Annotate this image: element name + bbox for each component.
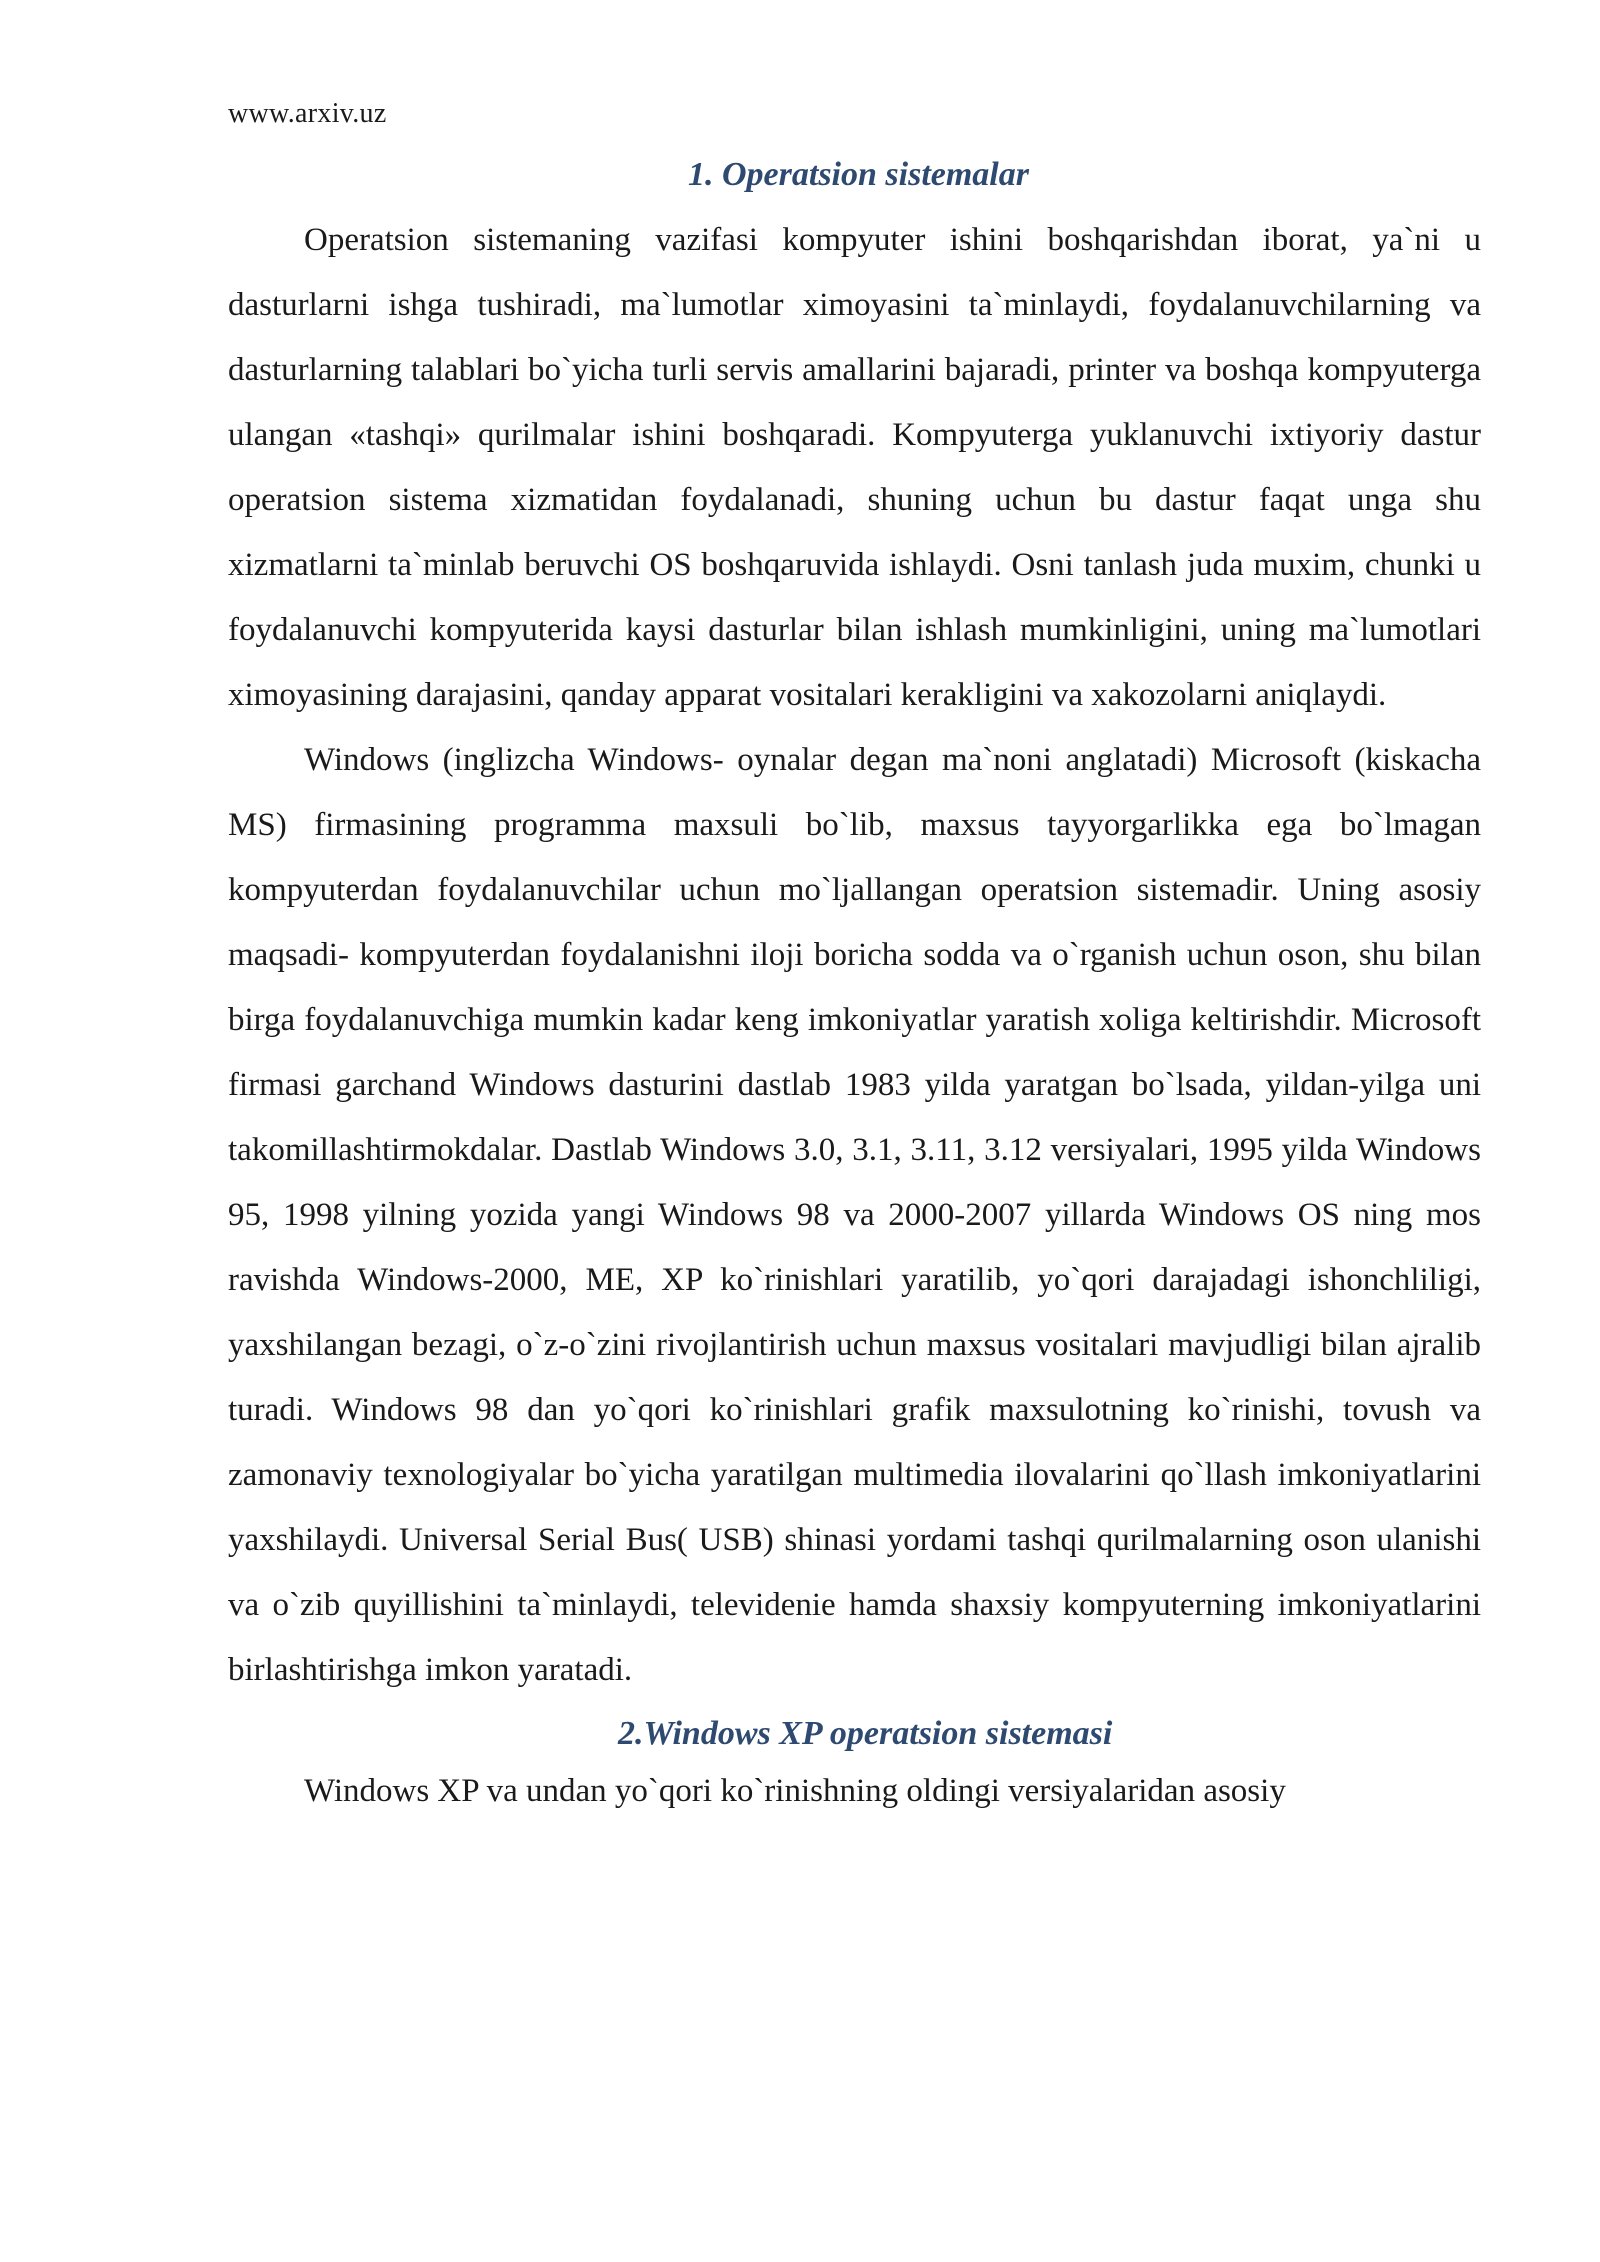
section-heading-1: 1. Operatsion sistemalar <box>688 156 1029 193</box>
paragraph-3: Windows XP va undan yo`qori ko`rinishning oldingi versiyalaridan asosiy <box>304 1773 1286 1809</box>
paragraph-2: Windows (inglizcha Windows- oynalar degan ma`noni anglatadi) Microsoft (kiskacha MS) firmasining programma maxsuli bo`lib, maxsus tayyorgarlikka ega bo`lmagan kompyuterdan foydalanuvchilar uchun mo`ljallangan operatsion sistemadir. Uning asosiy maqsadi- kompyuterdan foydalanishni iloji boricha sodda va o`rganish uchun oson, shu bilan birga foydalanuvchiga mumkin kadar keng imkoniyatlar yaratish xoliga keltirishdir. Microsoft firmasi garchand Windows dasturini dastlab 1983 yilda yaratgan bo`lsada, yildan-yilga uni takomillashtirmokdalar. Dastlab Windows 3.0, 3.1, 3.11, 3.12 versiyalari, 1995 yilda Windows 95, 1998 yilning yozida yangi Windows 98 va 2000-2007 yillarda Windows OS ning mos ravishda Windows-2000, ME, XP ko`rinishlari yaratilib, yo`qori darajadagi ishonchliligi, yaxshilangan bezagi, o`z-o`zini rivojlantirish uchun maxsus vositalari mavjudligi bilan ajralib turadi. Windows 98 dan yo`qori ko`rinishlari grafik maxsulotning ko`rinishi, tovush va zamonaviy texnologiyalar bo`yicha yaratilgan multimedia ilovalarini qo`llash imkoniyatlarini yaxshilaydi. Universal Serial Bus( USB) shinasi yordami tashqi qurilmalarning oson ulanishi va o`zib quyillishini ta`minlaydi, televidenie hamda shaxsiy kompyuterning imkoniyatlarini birlashtirishga imkon yaratadi. <box>228 742 1481 1688</box>
section-heading-2: 2.Windows XP operatsion sistemasi <box>618 1715 1113 1752</box>
paragraph-1: Operatsion sistemaning vazifasi kompyuter ishini boshqarishdan iborat, ya`ni u dasturlarni ishga tushiradi, ma`lumotlar ximoyasini ta`minlaydi, foydalanuvchilarning va dasturlarning talablari bo`yicha turli servis amallarini bajaradi, printer va boshqa kompyuterga ulangan «tashqi» qurilmalar ishini boshqaradi. Kompyuterga yuklanuvchi ixtiyoriy dastur operatsion sistema xizmatidan foydalanadi, shuning uchun bu dastur faqat unga shu xizmatlarni ta`minlab beruvchi OS boshqaruvida ishlaydi. Osni tanlash juda muxim, chunki u foydalanuvchi kompyuterida kaysi dasturlar bilan ishlash mumkinligini, uning ma`lumotlari ximoyasining darajasini, qanday apparat vositalari kerakligini va xakozolarni aniqlaydi. <box>228 222 1481 713</box>
site-url: www.arxiv.uz <box>228 98 387 129</box>
document-body <box>228 150 1481 1824</box>
